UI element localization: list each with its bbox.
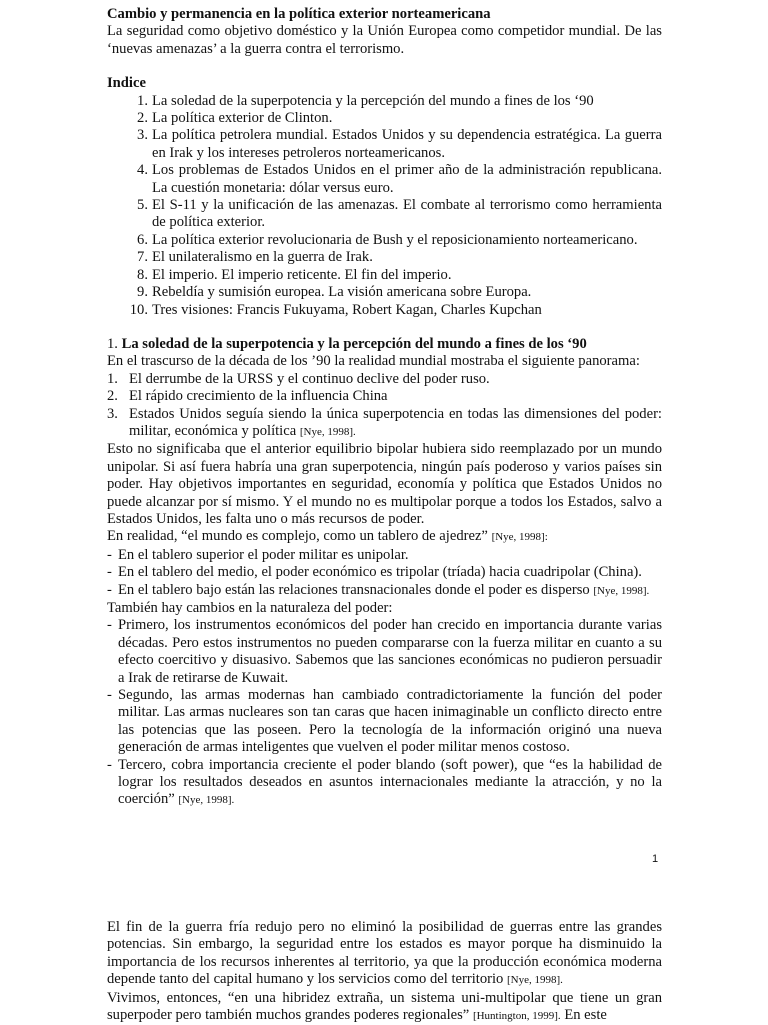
list-item (107, 388, 662, 405)
citation: [Huntington, 1999]. (472, 1010, 561, 1023)
document-title: Cambio y permanencia en la política exterior norteamericana (107, 6, 491, 22)
list-item (107, 687, 662, 757)
paragraph-text: En realidad, “el mundo es complejo, como un tablero de ajedrez” (107, 528, 488, 545)
list-dash: - (107, 564, 112, 581)
spacer (107, 58, 662, 75)
citation: [Nye, 1998]. (178, 794, 235, 807)
index-item (107, 197, 662, 232)
index-item (107, 284, 662, 301)
index-list (107, 93, 662, 319)
list-item-number: 3. (107, 405, 118, 422)
list-item (107, 757, 662, 810)
page-divider (0, 880, 768, 898)
power-changes-list (107, 617, 662, 809)
list-item (107, 617, 662, 687)
index-item-number: 7. (137, 249, 148, 266)
citation: [Nye, 1998]. (507, 974, 563, 987)
index-item-number: 3. (137, 127, 148, 144)
list-item (107, 564, 662, 581)
list-item (107, 547, 662, 564)
section-1-title: La soledad de la superpotencia y la percepción del mundo a fines de los ‘90 (121, 335, 587, 352)
index-item-number: 5. (137, 197, 148, 214)
spacer (107, 319, 662, 336)
list-dash: - (107, 756, 112, 773)
paragraph (107, 990, 662, 1025)
index-heading: Indice (107, 75, 146, 92)
index-item-text: La política exterior de Clinton. (152, 110, 333, 127)
list-item-text: Segundo, las armas modernas han cambiado contradictoriamente la función del poder militar. Las armas nucleares son tan caras que hacen inimaginable un conflicto directo entre las potencias que las poseen. Pero la tecnología de la información originó una nueva generación de armas inteligentes que vuelven el poder militar menos costoso. (118, 687, 662, 756)
list-item-text: En el tablero bajo están las relaciones transnacionales donde el poder es disperso (118, 581, 590, 598)
index-item-text: La política petrolera mundial. Estados Unidos y su dependencia estratégica. La guerra en Irak y los intereses petroleros norteamericanos. (152, 127, 662, 161)
index-item (107, 93, 662, 110)
list-item-number: 1. (107, 370, 118, 387)
list-dash: - (107, 581, 112, 598)
list-item-text: El derrumbe de la URSS y el continuo declive del poder ruso. (129, 370, 490, 387)
paragraph-tail: En este (564, 1007, 607, 1024)
page-2-content (107, 919, 662, 1025)
section-1-heading (107, 336, 662, 353)
index-item (107, 267, 662, 284)
index-item-text: Rebeldía y sumisión europea. La visión americana sobre Europa. (152, 284, 532, 301)
citation: [Nye, 1998]. (299, 425, 356, 438)
list-item-number: 2. (107, 388, 118, 405)
page-number: 1 (652, 853, 659, 865)
paragraph-text: El fin de la guerra fría redujo pero no eliminó la posibilidad de guerras entre las grandes potencias. Sin embargo, la seguridad entre los estados es mayor porque ha disminuido la importancia de los recursos inherentes al territorio, ya que la producción económica moderna depende tanto del capital humano y los servicios como del territorio (107, 919, 662, 988)
list-item (107, 406, 662, 442)
index-item (107, 232, 662, 249)
citation: [Nye, 1998]: (491, 531, 548, 544)
list-item (107, 582, 662, 600)
index-item (107, 127, 662, 162)
list-item-text: El rápido crecimiento de la influencia China (129, 388, 388, 405)
index-item-text: El imperio. El imperio reticente. El fin del imperio. (152, 266, 452, 283)
section-1-number: 1. (107, 335, 118, 352)
list-item-text: Tercero, cobra importancia creciente el poder blando (soft power), que “es la habilidad de lograr los resultados deseados en asuntos internacionales mediante la atracción, y no la coerción” (118, 756, 662, 808)
index-item-number: 1. (137, 92, 148, 109)
index-item-text: El unilateralismo en la guerra de Irak. (152, 249, 373, 266)
panorama-list (107, 371, 662, 442)
document-subtitle: La seguridad como objetivo doméstico y la Unión Europea como competidor mundial. De las ‘nuevas amenazas’ a la guerra contra el terrorismo. (107, 23, 662, 57)
index-item-number: 6. (137, 231, 148, 248)
list-item-text: Primero, los instrumentos económicos del poder han crecido en importancia durante varias décadas. Pero estos instrumentos no pueden compararse con la fuerza militar en cuanto a su efecto coercitivo y disuasivo. Sabemos que las sanciones económicas no pudieron persuadir a Irak de retirarse de Kuwait. (118, 617, 662, 686)
list-item-text: En el tablero superior el poder militar es unipolar. (118, 546, 409, 563)
index-item-number: 10. (129, 301, 148, 318)
list-dash: - (107, 687, 112, 704)
index-item (107, 249, 662, 266)
index-item-text: Los problemas de Estados Unidos en el primer año de la administración republicana. La cuestión monetaria: dólar versus euro. (152, 162, 662, 196)
index-item-number: 9. (137, 284, 148, 301)
index-item-number: 4. (137, 162, 148, 179)
index-item-number: 2. (137, 110, 148, 127)
list-dash: - (107, 546, 112, 563)
list-item-text: Estados Unidos seguía siendo la única superpotencia en todas las dimensiones del poder: militar, económica y política (129, 405, 662, 439)
index-item (107, 302, 662, 319)
list-item-text: En el tablero del medio, el poder económico es tripolar (tríada) hacia cuadripolar (China). (118, 564, 642, 581)
list-dash: - (107, 617, 112, 634)
paragraph: Esto no significaba que el anterior equilibrio bipolar hubiera sido reemplazado por un mundo unipolar. Si así fuera habría una gran superpotencia, ningún país poderoso y varios países sin poder. Hay objetivos importantes en seguridad, economía y política que Estados Unidos no puede alcanzar por sí mismo. Y el mundo no es multipolar porque a todos los Estados, salvo a Estados Unidos, les falta uno o más recursos de poder. (107, 441, 662, 527)
index-item-number: 8. (137, 266, 148, 283)
section-1-intro: En el trascurso de la década de los ’90 la realidad mundial mostraba el siguiente panorama: (107, 353, 640, 370)
index-item-text: La soledad de la superpotencia y la percepción del mundo a fines de los ‘90 (152, 92, 594, 109)
page-1-content (107, 6, 662, 810)
index-item (107, 162, 662, 197)
index-item (107, 110, 662, 127)
index-item-text: Tres visiones: Francis Fukuyama, Robert Kagan, Charles Kupchan (152, 301, 542, 318)
paragraph-text: Vivimos, entonces, “en una hibridez extraña, un sistema uni-multipolar que tiene un gran superpoder pero también muchos grandes poderes regionales” (107, 989, 662, 1024)
paragraph (107, 528, 662, 546)
citation: [Nye, 1998]. (593, 584, 650, 597)
index-item-text: La política exterior revolucionaria de Bush y el reposicionamiento norteamericano. (152, 231, 638, 248)
paragraph: También hay cambios en la naturaleza del poder: (107, 600, 393, 616)
list-item (107, 371, 662, 388)
chessboard-list (107, 547, 662, 600)
paragraph (107, 919, 662, 990)
index-item-text: El S-11 y la unificación de las amenazas. El combate al terrorismo como herramienta de política exterior. (152, 197, 662, 231)
